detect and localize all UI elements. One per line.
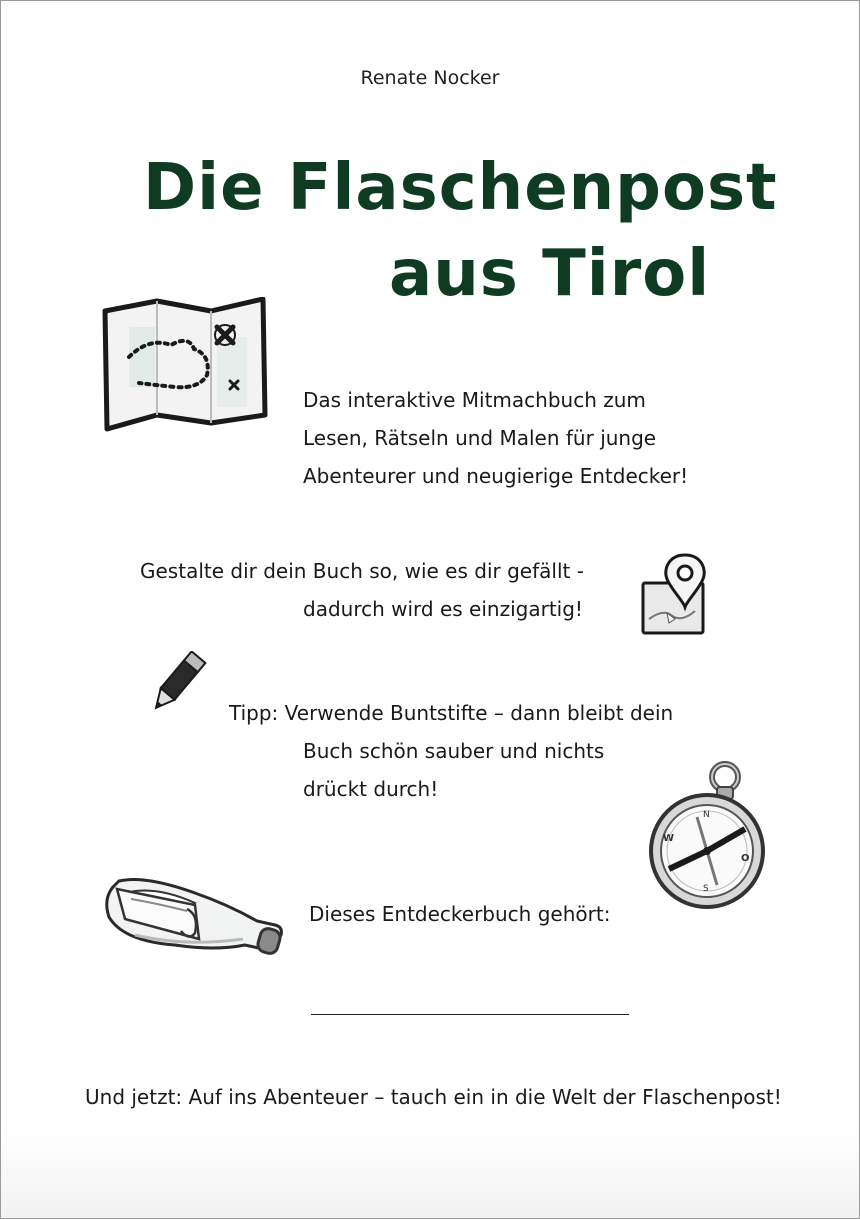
intro-line-2: Lesen, Rätseln und Malen für junge [303, 426, 657, 450]
treasure-map-icon [99, 297, 269, 437]
intro-text [303, 381, 688, 495]
intro-line-3: Abenteurer und neugierige Entdecker! [303, 464, 689, 488]
final-text: Und jetzt: Auf ins Abenteuer – tauch ein in die Welt der Flaschenpost! [85, 1085, 782, 1109]
page-bottom-shade [1, 1128, 859, 1218]
compass-letter-o: O [741, 853, 750, 864]
compass-letter-w: W [663, 833, 675, 844]
title-line-2: aus Tirol [389, 237, 711, 311]
location-pin-map-icon [639, 549, 709, 639]
owner-label: Dieses Entdeckerbuch gehört: [309, 902, 611, 926]
owner-name-line[interactable] [311, 1014, 629, 1015]
compass-letter-s: S [703, 884, 709, 894]
tip-lines [303, 732, 604, 808]
compass-letter-n: N [703, 810, 710, 820]
tip-line-2: Buch schön sauber und nichts [303, 739, 605, 763]
message-bottle-icon [95, 869, 291, 973]
compass-icon [647, 759, 771, 913]
author-name: Renate Nocker [360, 67, 500, 89]
design-line-2: dadurch wird es einzigartig! [303, 597, 583, 621]
intro-line-1: Das interaktive Mitmachbuch zum [303, 388, 646, 412]
design-line-1: Gestalte dir dein Buch so, wie es dir gefällt - [140, 559, 584, 583]
tip-line-3: drückt durch! [303, 777, 439, 801]
title-line-1: Die Flaschenpost [143, 151, 778, 225]
tip-line-1: Tipp: Verwende Buntstifte – dann bleibt dein [229, 701, 674, 725]
pencil-icon [143, 651, 209, 717]
